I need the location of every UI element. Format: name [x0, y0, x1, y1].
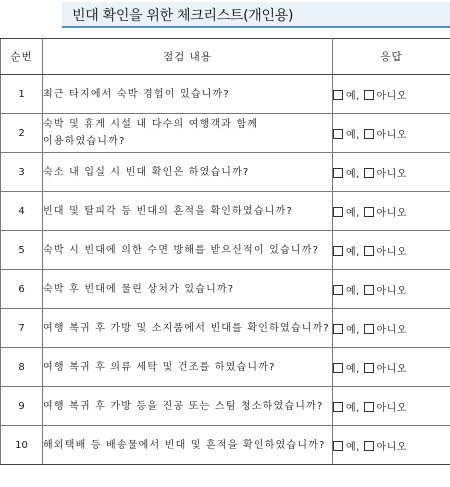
question-text: 최근 타지에서 숙박 경험이 있습니까? [43, 75, 333, 114]
yes-checkbox[interactable] [333, 285, 343, 295]
no-checkbox[interactable] [364, 363, 374, 373]
no-label: 아니오 [376, 363, 408, 375]
header-content: 점검 내용 [43, 39, 333, 75]
question-text: 숙박 시 빈대에 의한 수면 방해를 받으신적이 있습니까? [43, 231, 333, 270]
yes-label: 예, [346, 207, 360, 219]
yes-checkbox[interactable] [333, 363, 343, 373]
header-number: 순번 [1, 39, 43, 75]
header-response: 응답 [333, 39, 450, 75]
question-text: 숙박 및 휴게 시설 내 다수의 여행객과 함께 이용하였습니까? [43, 114, 333, 153]
table-row [1, 348, 450, 387]
response-cell [333, 192, 450, 231]
table-row [1, 270, 450, 309]
no-label: 아니오 [376, 207, 408, 219]
no-label: 아니오 [376, 168, 408, 180]
response-cell [333, 309, 450, 348]
no-checkbox[interactable] [364, 285, 374, 295]
row-number: 5 [1, 231, 43, 270]
table-row [1, 426, 450, 465]
row-number: 9 [1, 387, 43, 426]
yes-label: 예, [346, 285, 360, 297]
no-label: 아니오 [376, 90, 408, 102]
row-number: 3 [1, 153, 43, 192]
response-cell [333, 114, 450, 153]
no-checkbox[interactable] [364, 129, 374, 139]
response-cell [333, 231, 450, 270]
row-number: 10 [1, 426, 43, 465]
response-cell [333, 387, 450, 426]
title-bar [62, 2, 450, 28]
yes-checkbox[interactable] [333, 441, 343, 451]
row-number: 4 [1, 192, 43, 231]
yes-label: 예, [346, 90, 360, 102]
response-cell [333, 75, 450, 114]
no-checkbox[interactable] [364, 168, 374, 178]
header-row [1, 39, 450, 75]
yes-checkbox[interactable] [333, 168, 343, 178]
yes-label: 예, [346, 363, 360, 375]
yes-label: 예, [346, 129, 360, 141]
response-cell [333, 153, 450, 192]
row-number: 8 [1, 348, 43, 387]
table-row [1, 309, 450, 348]
response-cell [333, 270, 450, 309]
yes-checkbox[interactable] [333, 246, 343, 256]
question-text: 여행 복귀 후 가방 등을 진공 또는 스팀 청소하였습니까? [43, 387, 333, 426]
table-row [1, 75, 450, 114]
yes-label: 예, [346, 168, 360, 180]
no-label: 아니오 [376, 324, 408, 336]
no-label: 아니오 [376, 129, 408, 141]
no-checkbox[interactable] [364, 441, 374, 451]
no-checkbox[interactable] [364, 402, 374, 412]
yes-checkbox[interactable] [333, 402, 343, 412]
response-cell [333, 348, 450, 387]
table-row [1, 387, 450, 426]
question-text: 여행 복귀 후 의류 세탁 및 건조를 하였습니까? [43, 348, 333, 387]
question-text: 숙소 내 입실 시 빈대 확인은 하였습니까? [43, 153, 333, 192]
yes-label: 예, [346, 402, 360, 414]
no-label: 아니오 [376, 246, 408, 258]
table-row [1, 192, 450, 231]
checklist-table [0, 38, 450, 465]
yes-label: 예, [346, 441, 360, 453]
row-number: 7 [1, 309, 43, 348]
table-row [1, 231, 450, 270]
yes-checkbox[interactable] [333, 324, 343, 334]
no-label: 아니오 [376, 441, 408, 453]
no-checkbox[interactable] [364, 90, 374, 100]
no-label: 아니오 [376, 285, 408, 297]
yes-checkbox[interactable] [333, 129, 343, 139]
row-number: 1 [1, 75, 43, 114]
row-number: 2 [1, 114, 43, 153]
yes-label: 예, [346, 246, 360, 258]
no-label: 아니오 [376, 402, 408, 414]
no-checkbox[interactable] [364, 324, 374, 334]
question-text: 숙박 후 빈대에 물린 상처가 있습니까? [43, 270, 333, 309]
no-checkbox[interactable] [364, 246, 374, 256]
row-number: 6 [1, 270, 43, 309]
question-text: 여행 복귀 후 가방 및 소지품에서 빈대를 확인하였습니까? [43, 309, 333, 348]
page-title: 빈대 확인을 위한 체크리스트(개인용) [72, 8, 294, 24]
response-cell [333, 426, 450, 465]
question-text: 해외택배 등 배송물에서 빈대 및 흔적을 확인하였습니까? [43, 426, 333, 465]
table-row [1, 153, 450, 192]
yes-checkbox[interactable] [333, 207, 343, 217]
no-checkbox[interactable] [364, 207, 374, 217]
yes-checkbox[interactable] [333, 90, 343, 100]
yes-label: 예, [346, 324, 360, 336]
question-text: 빈대 및 탈피각 등 빈대의 흔적을 확인하였습니까? [43, 192, 333, 231]
table-row [1, 114, 450, 153]
